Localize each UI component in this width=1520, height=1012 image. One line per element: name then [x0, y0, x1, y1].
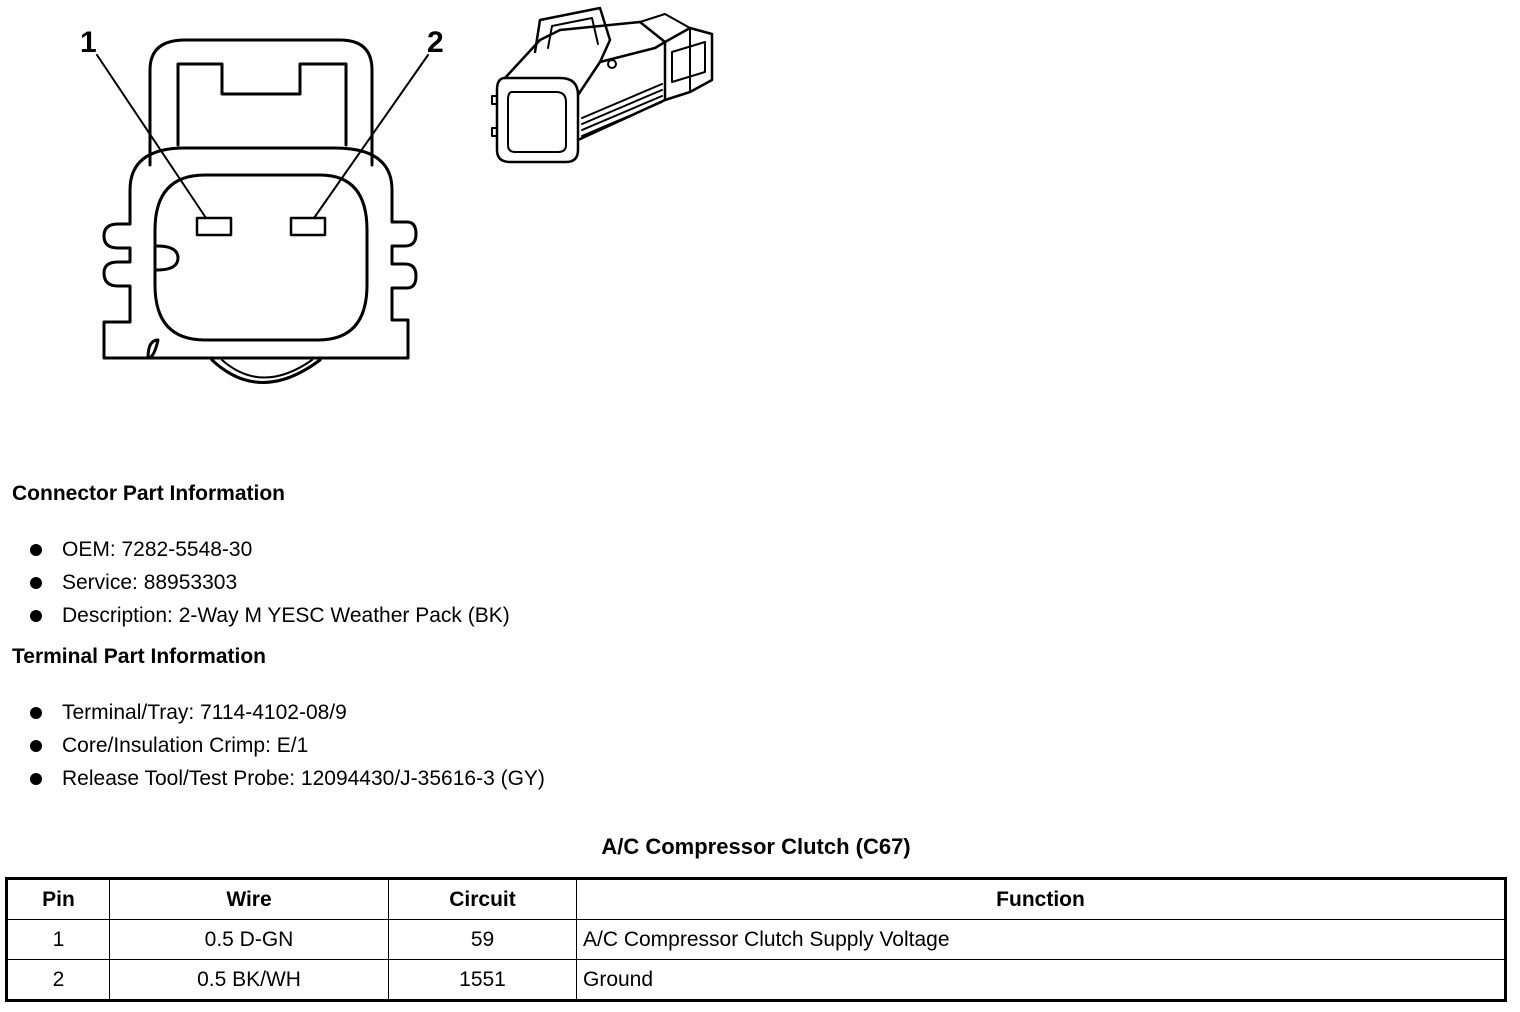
column-header-circuit: Circuit [389, 879, 577, 920]
pin-cell: 1 [7, 920, 110, 960]
wire-cell: 0.5 D-GN [110, 920, 389, 960]
bullet-icon [30, 707, 42, 719]
circuit-cell: 59 [389, 920, 577, 960]
table-header-row [7, 879, 1506, 920]
pinout-table [5, 877, 1507, 1002]
list-item-text: Core/Insulation Crimp: E/1 [62, 734, 309, 757]
circuit-cell: 1551 [389, 960, 577, 1001]
connector-face-view-drawing [0, 0, 760, 420]
function-cell: Ground [577, 960, 1506, 1001]
list-item [30, 729, 545, 762]
list-item-text: Description: 2-Way M YESC Weather Pack (BK) [62, 604, 510, 627]
connector-isometric-drawing [492, 8, 712, 162]
column-header-wire: Wire [110, 879, 389, 920]
terminal-part-info-list [30, 696, 545, 795]
bullet-icon [30, 577, 42, 589]
connector-part-info-list [30, 533, 510, 632]
function-cell: A/C Compressor Clutch Supply Voltage [577, 920, 1506, 960]
table-row [7, 920, 1506, 960]
terminal-part-info-heading: Terminal Part Information [12, 645, 266, 668]
list-item [30, 599, 510, 632]
bullet-icon [30, 544, 42, 556]
pin-cell: 2 [7, 960, 110, 1001]
list-item [30, 566, 510, 599]
bullet-icon [30, 740, 42, 752]
connector-part-info-heading: Connector Part Information [12, 482, 286, 505]
pin-2-callout: 2 [427, 26, 444, 59]
table-row [7, 960, 1506, 1001]
list-item [30, 696, 545, 729]
wire-cell: 0.5 BK/WH [110, 960, 389, 1001]
list-item-text: OEM: 7282-5548-30 [62, 538, 253, 561]
pin-1-callout: 1 [80, 26, 97, 59]
pinout-table-title: A/C Compressor Clutch (C67) [601, 834, 911, 859]
column-header-function: Function [577, 879, 1506, 920]
list-item-text: Service: 88953303 [62, 571, 238, 594]
bullet-icon [30, 610, 42, 622]
list-item-text: Terminal/Tray: 7114-4102-08/9 [62, 701, 347, 724]
column-header-pin: Pin [7, 879, 110, 920]
bullet-icon [30, 773, 42, 785]
list-item-text: Release Tool/Test Probe: 12094430/J-35616-3 (GY) [62, 767, 545, 790]
connector-figure [0, 0, 760, 420]
list-item [30, 762, 545, 795]
list-item [30, 533, 510, 566]
